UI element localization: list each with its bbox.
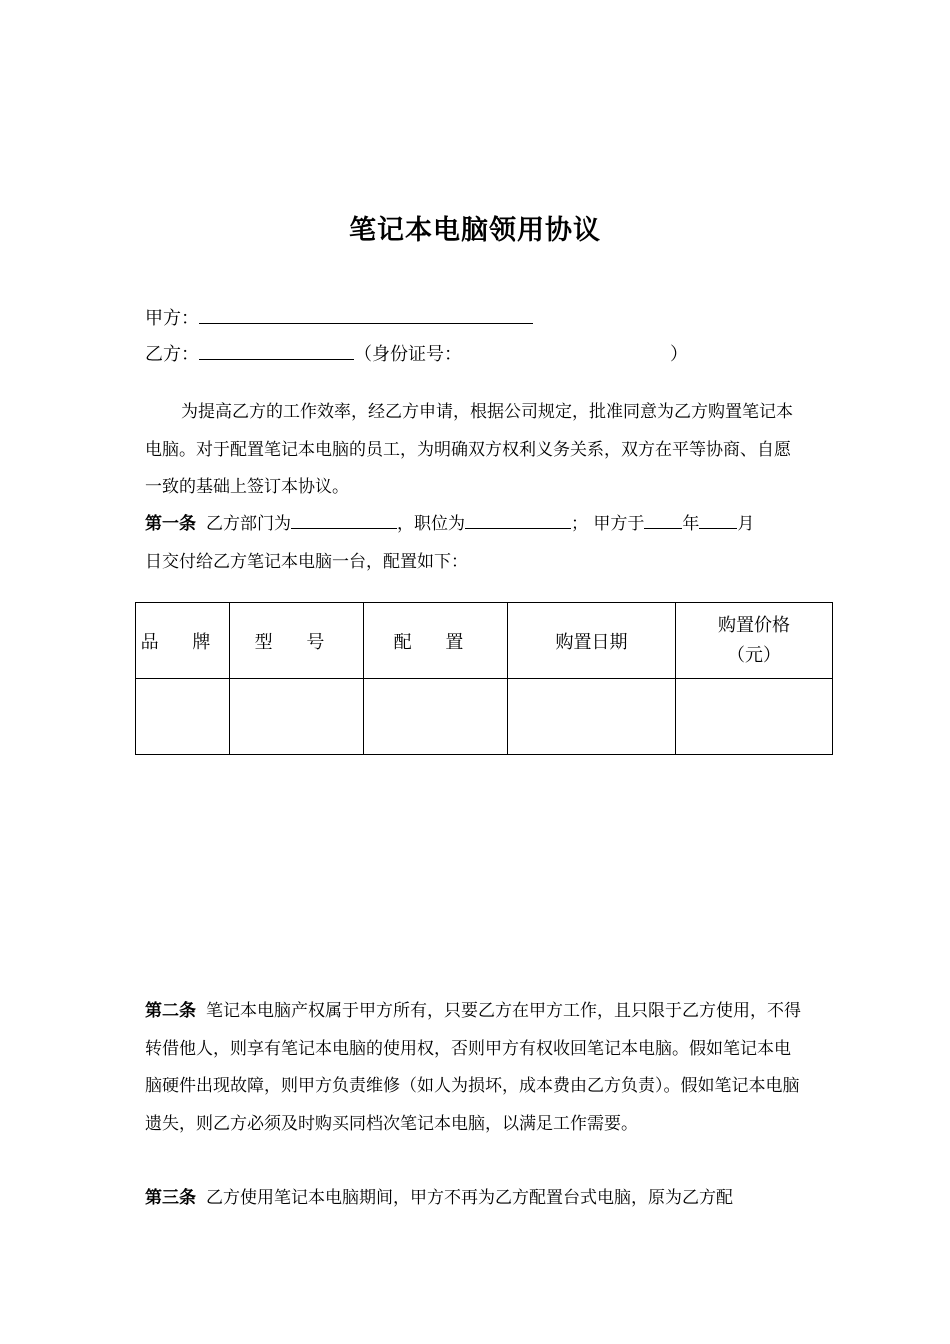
article-1-text-delivery: 日交付给乙方笔记本电脑一台，配置如下： <box>145 551 468 572</box>
article-2-text: 笔记本电脑产权属于甲方所有，只要乙方在甲方工作，且只限于乙方使用，不得转借他人，则享有笔记本电脑的使用权，否则甲方有权收回笔记本电脑。假如笔记本电脑硬件出现故障，则甲方负责维修（如人为损坏，成本费由乙方负责）。假如笔记本电脑遗失，则乙方必须及时购买同档次笔记本电脑，以满足工作需要。 <box>145 1001 801 1134</box>
cell-config[interactable] <box>364 679 508 755</box>
cell-purchase-date[interactable] <box>508 679 676 755</box>
party-b-blank[interactable] <box>199 339 354 360</box>
article-1 <box>145 506 805 581</box>
cell-brand[interactable] <box>136 679 230 755</box>
party-b-label: 乙方： <box>145 344 199 365</box>
article-3-heading: 第三条 <box>145 1188 196 1208</box>
article-2-heading: 第二条 <box>145 1001 196 1021</box>
party-a-line <box>145 303 533 331</box>
article-2 <box>145 993 805 1143</box>
article-3 <box>145 1180 805 1218</box>
article-1-text-dept: 乙方部门为 <box>206 514 291 534</box>
header-config: 配 置 <box>364 603 508 679</box>
id-number-open: （身份证号： <box>354 344 462 365</box>
header-brand: 品 牌 <box>136 603 230 679</box>
header-purchase-date: 购置日期 <box>508 603 676 679</box>
configuration-table <box>135 602 833 755</box>
article-1-heading: 第一条 <box>145 514 196 534</box>
year-blank[interactable] <box>644 510 682 529</box>
id-number-close: ） <box>670 344 688 365</box>
cell-model[interactable] <box>230 679 364 755</box>
party-a-blank[interactable] <box>199 303 533 324</box>
document-title: 笔记本电脑领用协议 <box>349 215 601 246</box>
article-1-text-position: ，职位为 <box>397 514 465 534</box>
table-row <box>136 679 833 755</box>
month-blank[interactable] <box>699 510 737 529</box>
header-model: 型 号 <box>230 603 364 679</box>
position-blank[interactable] <box>465 510 571 529</box>
department-blank[interactable] <box>291 510 397 529</box>
party-b-line <box>145 339 688 367</box>
header-purchase-price: 购置价格 （元） <box>676 603 833 679</box>
table-header-row <box>136 603 833 679</box>
article-3-text: 乙方使用笔记本电脑期间，甲方不再为乙方配置台式电脑，原为乙方配 <box>206 1188 733 1208</box>
intro-paragraph: 为提高乙方的工作效率，经乙方申请，根据公司规定，批准同意为乙方购置笔记本电脑。对于配置笔记本电脑的员工，为明确双方权利义务关系，双方在平等协商、自愿一致的基础上签订本协议。 <box>145 402 793 497</box>
party-a-label: 甲方： <box>145 308 199 329</box>
article-1-text-date: ； 甲方于 <box>571 514 645 534</box>
month-label: 月 <box>737 514 755 534</box>
cell-purchase-price[interactable] <box>676 679 833 755</box>
year-label: 年 <box>682 514 700 534</box>
